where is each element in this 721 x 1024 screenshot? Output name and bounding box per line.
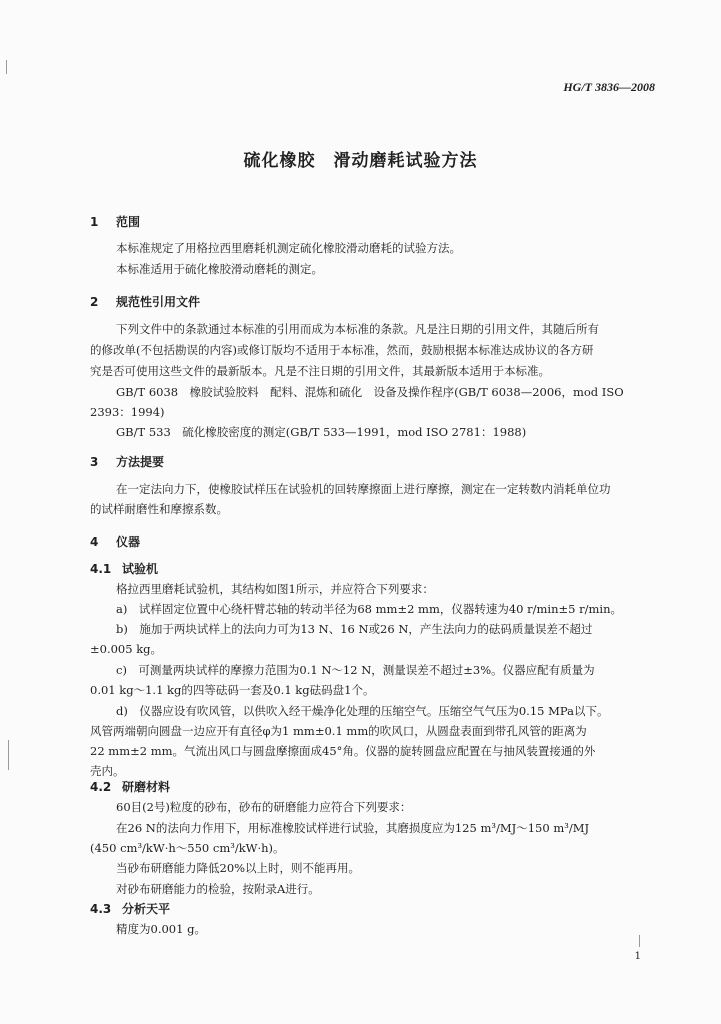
normative-reference-cont: 2393：1994) (90, 405, 165, 419)
page-title: 硫化橡胶 滑动磨耗试验方法 (243, 151, 478, 171)
list-item-c: c) 可测量两块试样的摩擦力范围为0.1 N～12 N，测量误差不超过±3%。仪器应配有质量为 (116, 663, 595, 677)
paragraph: 精度为0.001 g。 (116, 922, 206, 936)
paragraph-line: 在一定法向力下，使橡胶试样压在试验机的回转摩擦面上进行摩擦，测定在一定转数内消耗单位功 (116, 482, 611, 496)
section-number: 3 (90, 455, 99, 469)
paragraph-line: (450 cm³/kW·h～550 cm³/kW·h)。 (90, 841, 285, 855)
section-number: 2 (90, 295, 99, 309)
section-number: 1 (90, 215, 99, 229)
section-number: 4.2 (90, 780, 112, 794)
normative-reference: GB/T 533 硫化橡胶密度的测定(GB/T 533—1991，mod ISO 2781：1988) (116, 425, 527, 439)
section-heading-2 (90, 293, 200, 310)
list-item-b: b) 施加于两块试样上的法向力可为13 N、16 N或26 N，产生法向力的砝码质量误差不超过 (116, 622, 593, 636)
paragraph: 当砂布研磨能力降低20%以上时，则不能再用。 (116, 861, 361, 875)
normative-reference: GB/T 6038 橡胶试验胶料 配料、混炼和硫化 设备及操作程序(GB/T 6038—2006，mod ISO (116, 385, 624, 399)
section-number: 4.3 (90, 902, 112, 916)
paragraph-line: 下列文件中的条款通过本标准的引用而成为本标准的条款。凡是注日期的引用文件，其随后所有 (116, 322, 599, 336)
section-number: 4.1 (90, 562, 112, 576)
subsection-heading-4-1 (90, 560, 158, 577)
page-number: 1 (634, 951, 641, 962)
section-heading-1 (90, 213, 140, 230)
section-title: 研磨材料 (122, 780, 171, 794)
paragraph: 对砂布研磨能力的检验，按附录A进行。 (116, 882, 320, 896)
section-title: 范围 (116, 215, 141, 229)
section-title: 规范性引用文件 (116, 295, 201, 309)
paragraph-line: 究是否可使用这些文件的最新版本。凡是不注日期的引用文件，其最新版本适用于本标准。 (90, 364, 550, 378)
paragraph-line: 在26 N的法向力作用下，用标准橡胶试样进行试验，其磨损度应为125 m³/MJ～150 m³/MJ (116, 821, 590, 835)
section-title: 试验机 (122, 562, 159, 576)
section-heading-4 (90, 533, 140, 550)
list-item-d-cont: 壳内。 (90, 764, 125, 778)
list-item-b-cont: ±0.005 kg。 (90, 642, 163, 656)
subsection-heading-4-3 (90, 900, 170, 917)
list-item-c-cont: 0.01 kg～1.1 kg的四等砝码一套及0.1 kg砝码盘1个。 (90, 683, 375, 697)
paragraph: 本标准规定了用格拉西里磨耗机测定硫化橡胶滑动磨耗的试验方法。 (116, 241, 461, 255)
paragraph-line: 的试样耐磨性和摩擦系数。 (90, 502, 228, 516)
section-heading-3 (90, 453, 164, 470)
paragraph-line: 的修改单(不包括勘误的内容)或修订版均不适用于本标准，然而，鼓励根据本标准达成协议的各方研 (90, 343, 594, 357)
scan-mark (8, 740, 9, 770)
scan-mark (639, 935, 640, 947)
scan-mark (6, 60, 7, 74)
section-title: 分析天平 (122, 902, 171, 916)
list-item-a: a) 试样固定位置中心绕杆臂芯轴的转动半径为68 mm±2 mm，仪器转速为40 r/min±5 r/min。 (116, 602, 622, 616)
list-item-d: d) 仪器应设有吹风管，以供吹入经干燥净化处理的压缩空气。压缩空气气压为0.15 MPa以下。 (116, 704, 609, 718)
list-item-d-cont: 22 mm±2 mm。气流出风口与圆盘摩擦面成45°角。仪器的旋转圆盘应配置在与抽风装置接通的外 (90, 744, 596, 758)
section-title: 方法提要 (116, 455, 165, 469)
standard-number: HG/T 3836—2008 (563, 80, 655, 94)
section-number: 4 (90, 535, 99, 549)
subsection-heading-4-2 (90, 778, 170, 795)
section-title: 仪器 (116, 535, 141, 549)
paragraph: 格拉西里磨耗试验机，其结构如图1所示，并应符合下列要求： (116, 582, 434, 596)
list-item-d-cont: 风管两端朝向圆盘一边应开有直径φ为1 mm±0.1 mm的吹风口，从圆盘表面到带孔风管的距离为 (90, 724, 587, 738)
paragraph: 60目(2号)粒度的砂布，砂布的研磨能力应符合下列要求： (116, 800, 412, 814)
paragraph: 本标准适用于硫化橡胶滑动磨耗的测定。 (116, 262, 323, 276)
